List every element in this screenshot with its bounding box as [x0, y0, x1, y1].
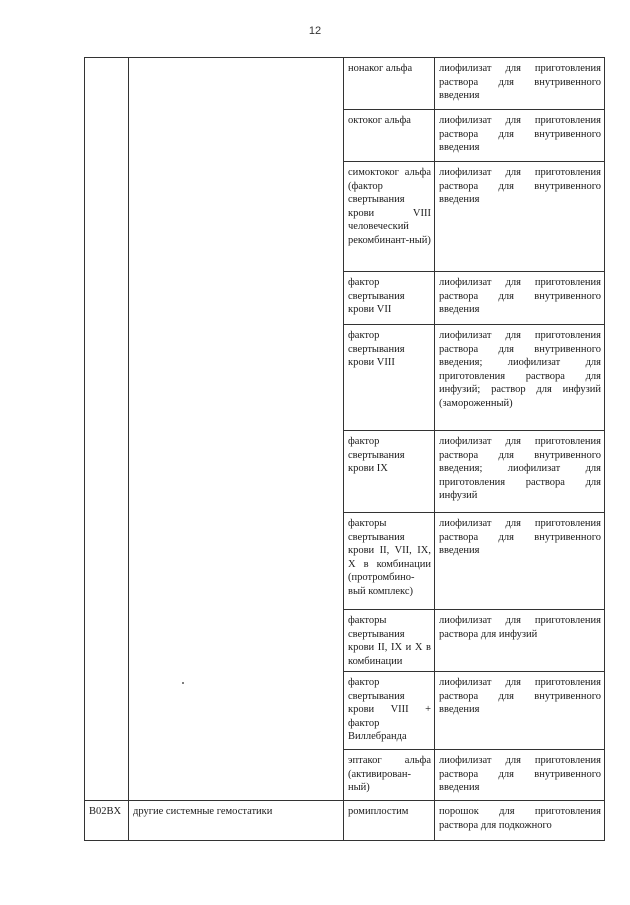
atc-code-cell	[85, 58, 129, 801]
dosage-form: лиофилизат для приготовления раствора для внутривенного введения; лиофилизат для приготовления раствора для инфузий; раствор для инфузий (замороженный)	[435, 325, 605, 431]
dosage-form: порошок для приготовления раствора для подкожного	[435, 801, 605, 841]
drug-name: нонаког альфа	[344, 58, 435, 110]
drug-name: фактор свертывания крови VIII	[344, 325, 435, 431]
drug-name: факторы свертывания крови II, VII, IX, X в комбинации (протромбино-вый комплекс)	[344, 513, 435, 610]
dosage-form: лиофилизат для приготовления раствора для внутривенного введения	[435, 272, 605, 325]
table-row	[85, 58, 605, 110]
drug-name: факторы свертывания крови II, IX и X в комбинации	[344, 610, 435, 672]
drug-table	[84, 57, 605, 841]
drug-name: фактор свертывания крови VIII + фактор Виллебранда	[344, 672, 435, 750]
atc-group-title: другие системные гемостатики	[129, 801, 344, 841]
drug-name: ромиплостим	[344, 801, 435, 841]
drug-name: октоког альфа	[344, 110, 435, 162]
dosage-form: лиофилизат для приготовления раствора для внутривенного введения; лиофилизат для приготовления раствора для инфузий	[435, 431, 605, 513]
dosage-form: лиофилизат для приготовления раствора для внутривенного введения	[435, 750, 605, 801]
dosage-form: лиофилизат для приготовления раствора для внутривенного введения	[435, 162, 605, 272]
scan-speck	[182, 682, 184, 684]
dosage-form: лиофилизат для приготовления раствора для внутривенного введения	[435, 672, 605, 750]
drug-name: симоктоког альфа (фактор свертывания крови VIII человеческий рекомбинант-ный)	[344, 162, 435, 272]
atc-group-cell	[129, 58, 344, 801]
drug-name: фактор свертывания крови VII	[344, 272, 435, 325]
atc-code: B02BX	[85, 801, 129, 841]
page-number: 12	[308, 25, 322, 37]
drug-name: эптаког альфа (активирован-ный)	[344, 750, 435, 801]
dosage-form: лиофилизат для приготовления раствора для внутривенного введения	[435, 110, 605, 162]
drug-name: фактор свертывания крови IX	[344, 431, 435, 513]
dosage-form: лиофилизат для приготовления раствора для внутривенного введения	[435, 58, 605, 110]
table-row-group	[85, 801, 605, 841]
dosage-form: лиофилизат для приготовления раствора для внутривенного введения	[435, 513, 605, 610]
dosage-form: лиофилизат для приготовления раствора для инфузий	[435, 610, 605, 672]
